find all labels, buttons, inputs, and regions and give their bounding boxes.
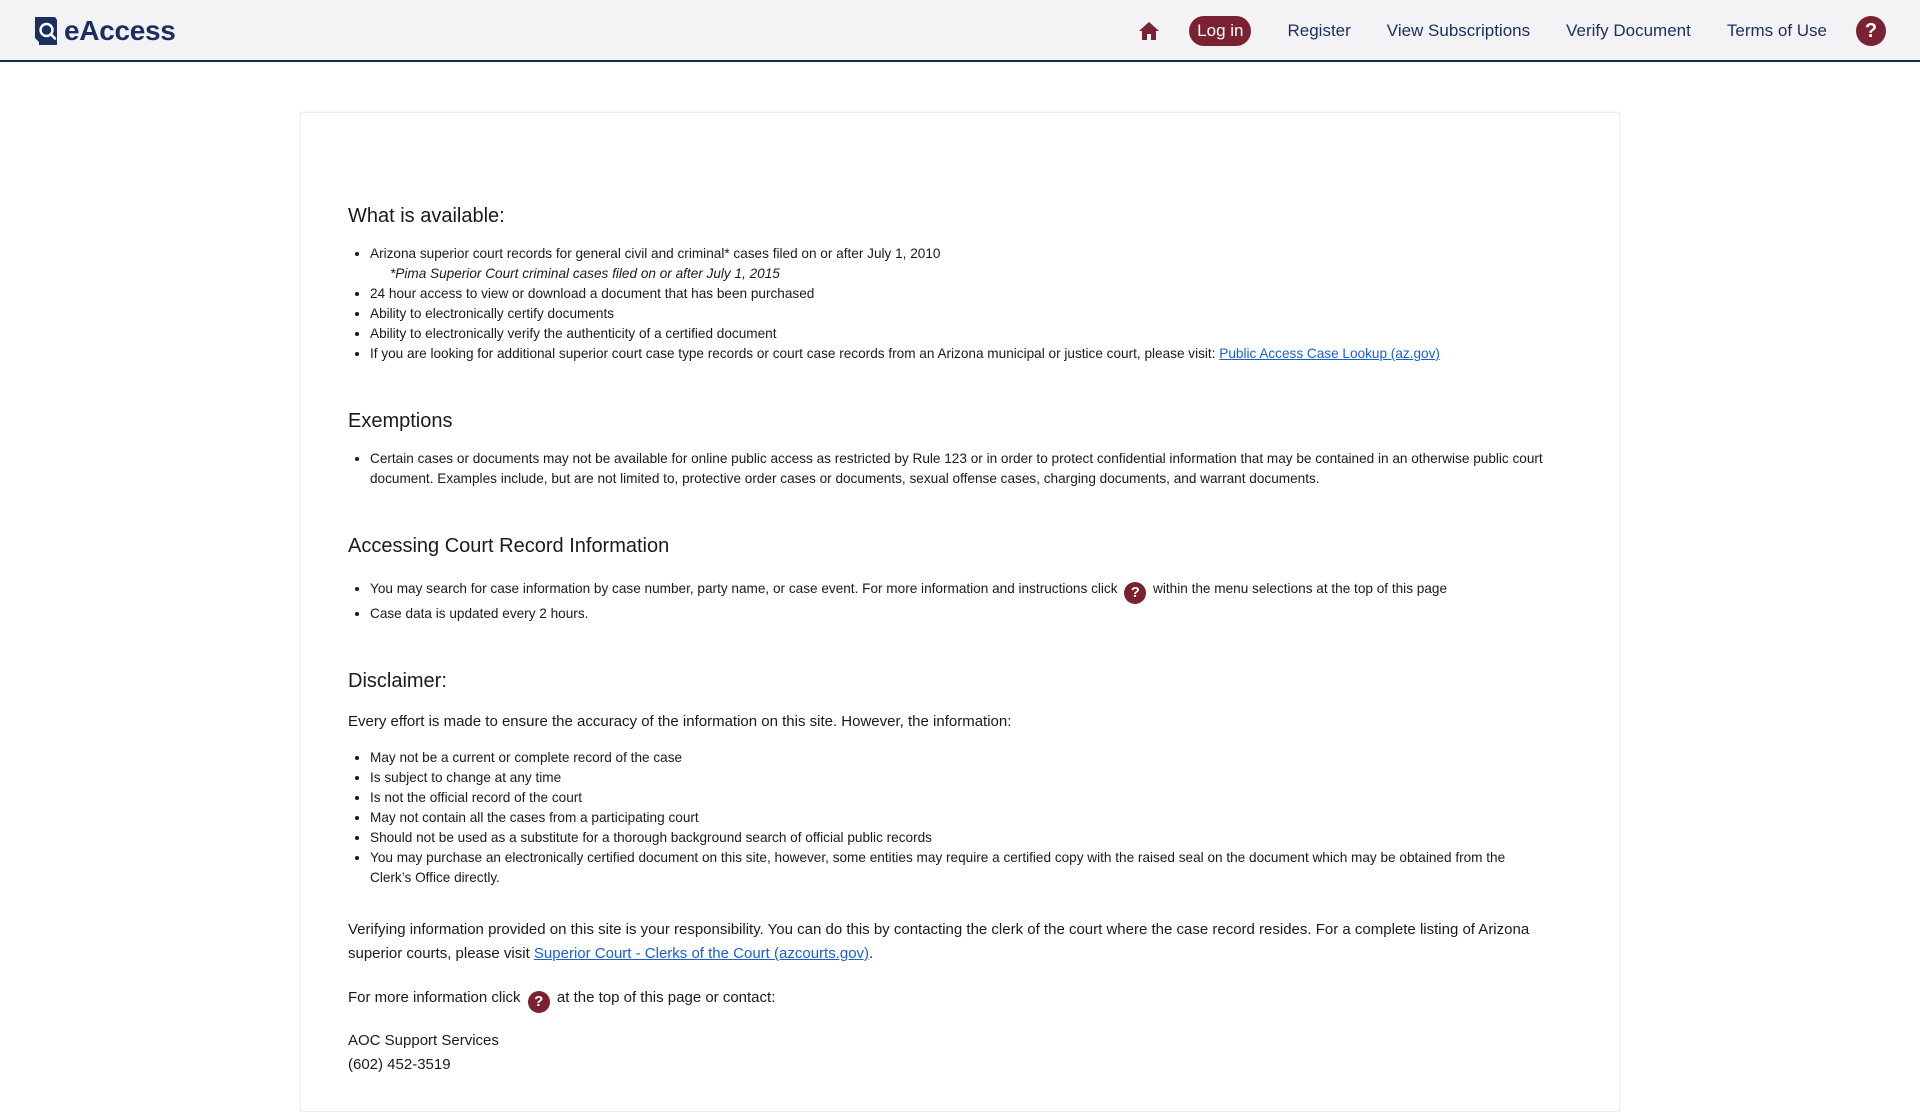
help-icon[interactable]: ? — [528, 991, 550, 1013]
list-item: • 24 hour access to view or download a document that has been purchased — [370, 284, 1548, 304]
list-item: • Arizona superior court records for general civil and criminal* cases filed on or after July 1, 2010 *Pima Superior Court criminal cases filed on or after July 1, 2015 — [370, 244, 1548, 284]
disclaimer-intro: Every effort is made to ensure the accuracy of the information on this site. However, the information: — [348, 713, 1012, 730]
list-item: • If you are looking for additional superior court case type records or court case records from an Arizona municipal or justice court, please visit: Public Access Case Lookup (az.gov) — [370, 344, 1548, 364]
public-access-case-lookup-link[interactable]: Public Access Case Lookup (az.gov) — [1219, 346, 1440, 361]
exemptions-list — [348, 449, 1548, 489]
nav-verify-document-link[interactable]: Verify Document — [1566, 21, 1691, 40]
list-item: • Is not the official record of the court — [370, 788, 1548, 808]
available-list — [348, 244, 1548, 364]
section-title-available: What is available: — [348, 205, 505, 227]
list-item: • You may purchase an electronically certified document on this site, however, some entities may require a certified copy with the raised seal on the document which may be obtained from the Clerk’s Office directly. — [370, 848, 1548, 888]
list-item: • Certain cases or documents may not be available for online public access as restricted by Rule 123 or in order to protect confidential information that may be contained in an otherwise public court document. Examples include, but are not limited to, protective order cases or documents, sexual offense cases, charging documents, and warrant documents. — [370, 449, 1548, 489]
list-item: • Ability to electronically verify the authenticity of a certified document — [370, 324, 1548, 344]
home-button[interactable] — [1135, 17, 1163, 45]
contact-name: AOC Support Services — [348, 1032, 499, 1049]
disclaimer-list — [348, 748, 1548, 888]
list-item: • You may search for case information by case number, party name, or case event. For more information and instructions click ? within the menu selections at the top of this page — [370, 579, 1548, 604]
help-icon[interactable]: ? — [1856, 16, 1886, 46]
brand-home-link[interactable] — [33, 14, 176, 48]
contact-phone: (602) 452-3519 — [348, 1056, 451, 1073]
brand-name: eAccess — [64, 15, 176, 46]
list-item: • May not be a current or complete record of the case — [370, 748, 1548, 768]
nav-terms-of-use-link[interactable]: Terms of Use — [1726, 21, 1827, 40]
list-item: • Case data is updated every 2 hours. — [370, 604, 1548, 624]
home-icon — [1138, 21, 1160, 41]
list-item: • May not contain all the cases from a participating court — [370, 808, 1548, 828]
section-title-accessing: Accessing Court Record Information — [348, 535, 670, 557]
main-nav — [1135, 14, 1886, 48]
section-title-exemptions: Exemptions — [348, 410, 453, 432]
section-title-disclaimer: Disclaimer: — [348, 670, 447, 692]
verifying-paragraph: Verifying information provided on this site is your responsibility. You can do this by contacting the clerk of the court where the case record resides. For a complete listing of Arizona superior courts, please visit Superior Court - Clerks of the Court (azcourts.gov). — [348, 921, 1530, 962]
nav-view-subscriptions-link[interactable]: View Subscriptions — [1386, 21, 1531, 40]
list-item: • Should not be used as a substitute for a thorough background search of official public records — [370, 828, 1548, 848]
main-content-card — [300, 112, 1620, 1112]
nav-register-link[interactable]: Register — [1287, 21, 1351, 40]
superior-court-clerks-link[interactable]: Superior Court - Clerks of the Court (azcourts.gov) — [533, 945, 870, 962]
help-icon[interactable]: ? — [1124, 582, 1146, 604]
arizona-search-logo-icon — [33, 16, 59, 46]
content-area — [348, 203, 1548, 1077]
top-navigation-bar — [0, 0, 1920, 62]
pima-note: *Pima Superior Court criminal cases filed on or after July 1, 2015 — [390, 266, 780, 281]
list-item: • Is subject to change at any time — [370, 768, 1548, 788]
login-button[interactable]: Log in — [1189, 16, 1251, 46]
list-item: • Ability to electronically certify documents — [370, 304, 1548, 324]
more-info-paragraph: For more information click ? at the top of this page or contact: — [348, 986, 1548, 1013]
accessing-list — [348, 579, 1548, 624]
